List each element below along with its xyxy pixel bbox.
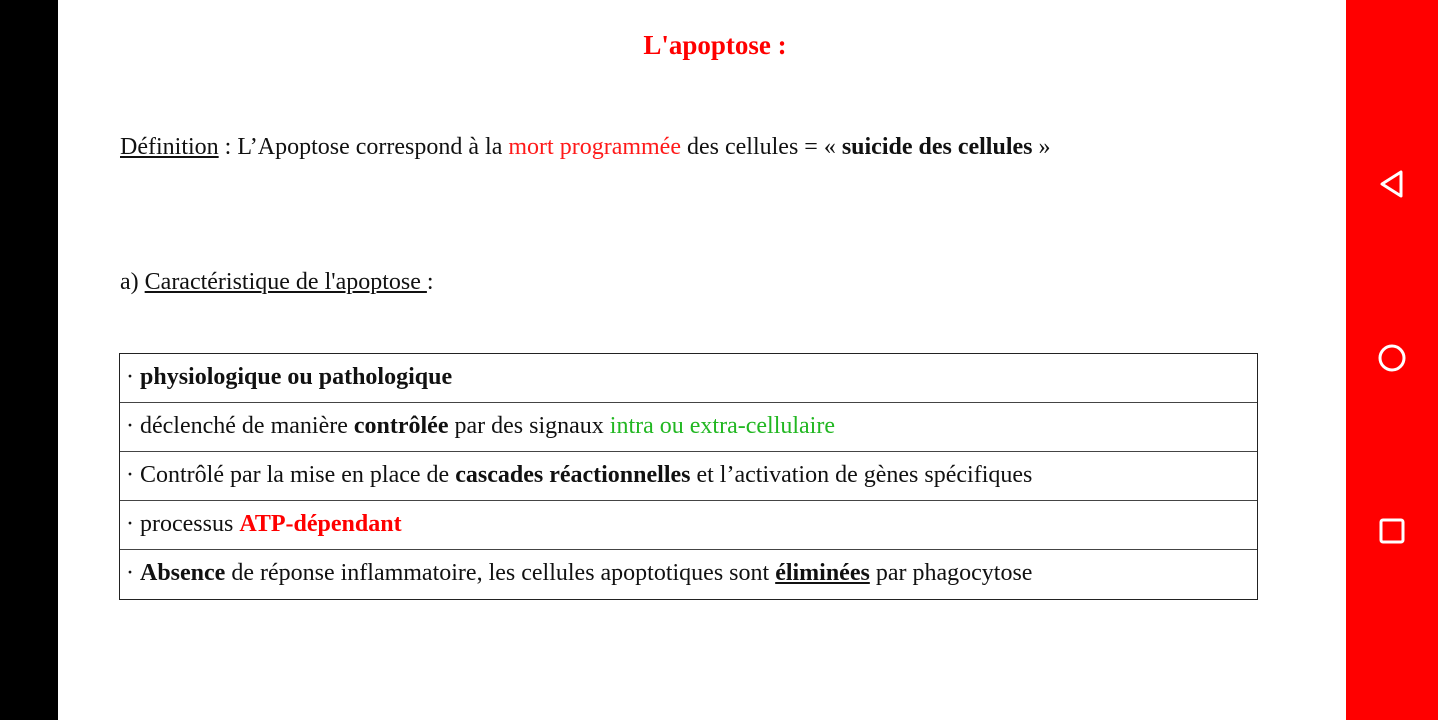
home-circle-icon xyxy=(1376,342,1408,374)
navigation-bar xyxy=(1346,0,1438,720)
home-button[interactable] xyxy=(1346,328,1438,388)
row-red-bold-text: ATP-dépendant xyxy=(239,511,402,537)
row-green-text: intra ou extra-cellulaire xyxy=(609,413,835,439)
back-triangle-icon xyxy=(1379,169,1405,199)
table-row xyxy=(120,354,1257,403)
row-text: de réponse inflammatoire, les cellules apoptotiques sont xyxy=(225,560,776,586)
row-text: · Contrôlé par la mise en place de xyxy=(126,462,456,488)
row-bold-text: Absence xyxy=(140,560,226,586)
row-text: · xyxy=(126,560,140,586)
definition-text: : L’Apoptose correspond à la xyxy=(218,134,509,160)
row-text: · xyxy=(126,364,140,390)
section-label: Caractéristique de l'apoptose xyxy=(144,269,427,295)
row-bold-text: physiologique ou pathologique xyxy=(140,364,453,390)
table-row xyxy=(120,452,1257,501)
characteristics-table xyxy=(119,353,1258,600)
definition-end: » xyxy=(1032,134,1051,160)
table-row xyxy=(120,501,1257,550)
section-heading xyxy=(120,266,434,298)
document-page[interactable] xyxy=(58,0,1346,720)
table-row xyxy=(120,550,1257,599)
definition-paragraph xyxy=(120,131,1140,163)
row-text: · processus xyxy=(126,511,240,537)
recent-square-icon xyxy=(1377,516,1407,546)
definition-middle: des cellules = « xyxy=(680,134,842,160)
page-title: L'apoptose : xyxy=(643,30,787,60)
row-text: · déclenché de manière xyxy=(126,413,354,439)
row-text: et l’activation de gènes spécifiques xyxy=(690,462,1033,488)
section-prefix: a) xyxy=(120,269,145,295)
row-text: par des signaux xyxy=(448,413,610,439)
row-bold-text: contrôlée xyxy=(353,413,449,439)
left-black-bar xyxy=(0,0,58,720)
recent-apps-button[interactable] xyxy=(1346,501,1438,561)
back-button[interactable] xyxy=(1346,154,1438,214)
section-suffix: : xyxy=(426,269,434,295)
table-row xyxy=(120,403,1257,452)
row-bold-underlined-text: éliminées xyxy=(775,560,870,586)
definition-label: Définition xyxy=(120,134,219,160)
definition-highlight: mort programmée xyxy=(508,134,681,160)
row-text: par phagocytose xyxy=(869,560,1033,586)
row-bold-text: cascades réactionnelles xyxy=(455,462,691,488)
definition-bold: suicide des cellules xyxy=(841,134,1033,160)
